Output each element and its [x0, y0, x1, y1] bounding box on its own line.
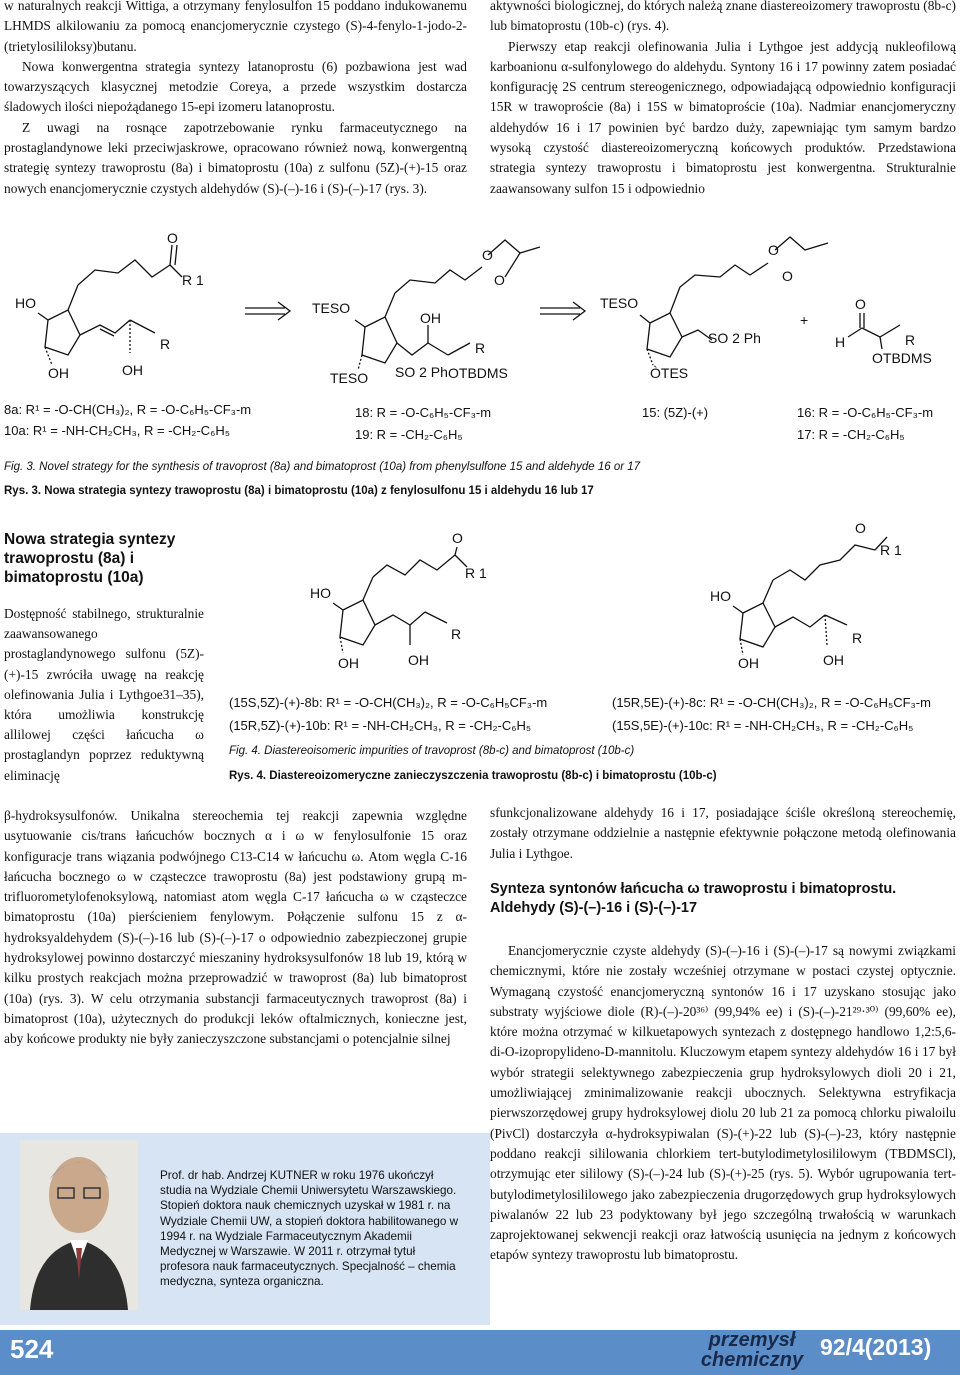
atom-label: HO: [310, 585, 331, 601]
atom-label: R: [451, 626, 462, 642]
atom-label: R 1: [465, 565, 487, 581]
label-16: 16: R = -O-C₆H₅-CF₃-m: [797, 405, 934, 420]
atom-label: R: [475, 340, 486, 356]
atom-label: OH: [338, 655, 359, 671]
atom-label: O: [482, 247, 493, 263]
author-bio-text: Prof. dr hab. Andrzej KUTNER w roku 1976 ukończył studia na Wydziale Chemii Uniwersytetu Warszawskiego. Stopień doktora nauk chemicznych uzyskał w 1981 r. na Wydziale Chemii UW, a stopień doktora habilitowanego w 1994 r. na Wydziale Farmaceutycznym Akademii Medycznej w Warszawie. W 2011 r. otrzymał tytuł profesora nauk farmaceutycznych. Specjalność – chemia medyczna, synteza organiczna.: [160, 1169, 459, 1289]
figure-3-structures: [0, 225, 960, 400]
reaction-arrow: [540, 302, 585, 320]
atom-label: TESO: [600, 295, 639, 311]
paragraph: aktywności biologicznej, do których należą znane diastereoizomery trawoprostu (8b-c) lub bimatoprostu (10b-c) (rys. 4).: [490, 0, 956, 34]
author-photo: [20, 1140, 138, 1310]
atom-label: OH: [122, 362, 143, 378]
figure-3-caption-pl: Rys. 3. Nowa strategia syntezy trawoprostu (8a) i bimatoprostu (10a) z fenylosulfonu 15 i aldehydu 16 lub 17: [4, 485, 594, 497]
label-17: 17: R = -CH₂-C₆H₅: [797, 427, 905, 442]
section-body-text: β-hydroksysulfonów. Unikalna stereochemia tej reakcji zapewnia względne usytuowanie cis/trans łańcuchów bocznych α i ω w fenylosulfonie 15 oraz konfiguracje trans wiązania podwójnego C13-C14 w łańcuchu ω. Atom węgla C-16 łańcucha bocznego ω w cząsteczce trawoprostu (8a) jest podstawiony grupą m-trifluorometylofenoksylową, natomiast atom węgla C-17 łańcucha ω w cząsteczce bimatoprostu (10a) pierścieniem fenylowym. Połączenie sulfonu 15 z α-hydroksyaldehydem (S)-(–)-16 lub (S)-(–)-17 o odpowiednio zabezpieczonej grupie hydroksylowej powinno dostarczyć mieszaniny hydroksysulfonów 18 lub 19, którą w kilku prostych reakcjach można przeprowadzić w trawoprost (8a) lub bimatoprost (10a) (rys. 3). W celu otrzymania substancji farmaceutycznych trawoprost (8a) i bimatoprost (10a), użytecznych do produkcji leków oftalmicznych, konieczne jest, aby końcowe produkty nie były zanieczyszczone substancjami o potencjalnie silnej: [4, 808, 467, 1047]
section-narrow-text: Dostępność stabilnego, strukturalnie zaawansowanego prostaglandynowego sulfonu (5Z)-(+)-15 zwróciła uwagę na reakcję olefinowania Julia i Lythgoe31–35), która umożliwia konstrukcję allilowej części łańcucha ω prostaglandyn poprzez reduktywną eliminację: [4, 606, 204, 783]
atom-label: O: [452, 530, 463, 546]
right-lower-paragraph: Enancjomerycznie czyste aldehydy (S)-(–)-16 i (S)-(–)-17 są nowymi związkami chemicznymi, które nie zostały wcześniej otrzymane w postaci czystej optycznie. Wymaganą czystość enancjomeryczną syntonów 16 i 17 uzyskano stosując jako substraty wyjściowe diole (R)-(–)-20³⁶⁾ (99,94% ee) i (S)-(–)-21²⁹·³⁰⁾ (99,60% ee), które można otrzymać w kilkuetapowych syntezach z dostępnego handlowo 1,2:5,6-di-O-izopropylideno-D-mannitolu. Kluczowym etapem syntezy aldehydów 16 i 17 był wybór strategii selektywnego zabezpieczenia grup hydroksylowych dioli 20 i 21, umożliwiającej zminimalizowanie reakcji ubocznych. Selektywna estryfikacja pierwszorzędowej grupy hydroksylowej diolu 20 lub 21 za pomocą chlorku piwaloilu (PivCl) dostarczyła α-hydroksypiwalan (S)-(+)-22 lub (S)-(–)-23, który następnie poddano reakcji sililowania chlorkiem tert-butylodimetylosililowym (TBDMSCl), otrzymując eter sililowy (S)-(–)-24 lub (S)-(+)-25 (rys. 5). Wybór ugrupowania tert-butylodimetylosililowego jako zabezpieczenia drugorzędowych grup hydroksylowych piwalanów 22 lub 23 podyktowany był jego szczególną trwałością w warunkach zaprojektowanej sekwencji reakcji oraz łatwością usunięcia na jednym z końcowych etapów syntezy trawoprostu lub bimatoprostu.: [490, 943, 956, 1263]
atom-label: O: [768, 242, 779, 258]
label-10a: 10a: R¹ = -NH-CH₂CH₃, R = -CH₂-C₆H₅: [4, 423, 230, 438]
label-18: 18: R = -O-C₆H₅-CF₃-m: [355, 405, 492, 420]
subsection-heading: Synteza syntonów łańcucha ω trawoprostu i bimatoprostu. Aldehydy (S)-(–)-16 i (S)-(–)-17: [490, 881, 897, 916]
atom-label: HO: [710, 588, 731, 604]
atom-label: ÒTES: [650, 365, 689, 381]
footer-band: [0, 1330, 960, 1375]
label-19: 19: R = -CH₂-C₆H₅: [355, 427, 463, 442]
atom-label: TESO: [330, 370, 369, 386]
atom-label: OH: [823, 652, 844, 668]
figure-3-caption-en: Fig. 3. Novel strategy for the synthesis of travoprost (8a) and bimatoprost (10a) from phenylsulfone 15 and aldehyde 16 or 17: [4, 461, 641, 473]
atom-label: R: [905, 332, 916, 348]
structure-8b-10b: [310, 530, 487, 671]
atom-label: O: [782, 268, 793, 284]
label-10c: (15S,5E)-(+)-10c: R¹ = -NH-CH₂CH₃, R = -CH₂-C₆H₅: [612, 718, 914, 733]
atom-label: O: [855, 296, 866, 312]
section-title: Nowa strategia syntezy trawoprostu (8a) i bimatoprostu (10a): [4, 531, 176, 586]
journal-logo: przemysł chemiczny: [700, 1329, 804, 1371]
issue-number: 92/4(2013): [820, 1334, 932, 1360]
paragraph: w naturalnych reakcji Wittiga, a otrzymany fenylosulfon 15 poddano indukowanemu LHMDS alkilowaniu za pomocą enancjomerycznie czystego (S)-4-fenylo-1-jodo-2-(trietylosililoksy)butanu.: [4, 0, 467, 54]
atom-label: OTBDMS: [448, 365, 508, 381]
paragraph: Pierwszy etap reakcji olefinowania Julia i Lythgoe jest addycją nukleofilową karboanionu α-sulfonylowego do aldehydu. Syntony 16 i 17 powinny zatem posiadać konfigurację 2S centrum stereogenicznego, odpowiadającą odpowiednio konfiguracji 15R w trawoproście (8a) i 15S w bimatoproście (10a). Nadmiar enancjomeryczny aldehydów 16 i 17 powinien być bardzo duży, zapewniając tym samym bardzo wysoką czystość diastereoizomeryczną końcowych produktów. Przedstawiona strategia syntezy trawoprostu i bimatoprostu jest konwergentna. Strukturalnie zaawansowany sulfon 15 i odpowiednio: [490, 38, 956, 196]
label-8b: (15S,5Z)-(+)-8b: R¹ = -O-CH(CH₃)₂, R = -O-C₆H₅CF₃-m: [229, 695, 548, 710]
figure-4-structures: [215, 515, 960, 690]
atom-label: O: [494, 272, 505, 288]
atom-label: HO: [15, 295, 36, 311]
plus-sign: +: [800, 312, 809, 328]
structure-16-17: [835, 296, 932, 366]
atom-label: OH: [738, 655, 759, 671]
paragraph: Nowa konwergentna strategia syntezy latanoprostu (6) pozbawiona jest wad towarzyszących klasycznej metodzie Coreya, a przede wszystkim dostarcza śladowych ilości niepożądanego 15-epi izomeru latanoprostu.: [4, 58, 467, 115]
atom-label: O: [855, 520, 866, 536]
reaction-arrow: [245, 302, 290, 320]
paragraph: Z uwagi na rosnące zapotrzebowanie rynku farmaceutycznego na prostaglandynowe leki przeciwjaskrowe, opracowano również nową, konwergentną strategię syntezy trawoprostu (8a) i bimatoprostu (10a) z sulfonu (5Z)-(+)-15 oraz nowych enancjomerycznie czystych aldehydów (S)-(–)-16 i (S)-(–)-17 (rys. 3).: [4, 119, 467, 196]
label-8a: 8a: R¹ = -O-CH(CH₃)₂, R = -O-C₆H₅-CF₃-m: [4, 402, 252, 417]
page-number: 524: [10, 1334, 54, 1364]
label-15: 15: (5Z)-(+): [642, 405, 709, 420]
atom-label: R: [160, 336, 171, 352]
atom-label: OH: [420, 310, 441, 326]
label-10b: (15R,5Z)-(+)-10b: R¹ = -NH-CH₂CH₃, R = -CH₂-C₆H₅: [229, 718, 532, 733]
label-8c: (15R,5E)-(+)-8c: R¹ = -O-CH(CH₃)₂, R = -O-C₆H₅CF₃-m: [612, 695, 931, 710]
atom-label: SO 2 Ph: [708, 330, 761, 346]
atom-label: H: [835, 334, 846, 350]
top-left-column: [4, 0, 467, 199]
atom-label: R: [852, 630, 863, 646]
top-right-column: [490, 0, 956, 199]
structure-8a-10a: [15, 230, 204, 381]
figure-4-caption-en: Fig. 4. Diastereoisomeric impurities of travoprost (8b-c) and bimatoprost (10b-c): [229, 745, 635, 757]
structure-18-19: [312, 240, 540, 386]
structure-8c-10c: [710, 520, 902, 671]
atom-label: SO 2 Ph: [395, 364, 448, 380]
atom-label: O: [167, 230, 178, 246]
atom-label: R 1: [182, 272, 204, 288]
atom-label: OH: [48, 365, 69, 381]
structure-15: [600, 237, 828, 381]
atom-label: OH: [408, 652, 429, 668]
atom-label: TESO: [312, 300, 351, 316]
atom-label: OTBDMS: [872, 350, 932, 366]
figure-4-caption-pl: Rys. 4. Diastereoizomeryczne zanieczyszczenia trawoprostu (8b-c) i bimatoprostu (10b-c): [229, 770, 717, 782]
atom-label: R 1: [880, 542, 902, 558]
right-lower-paragraph: sfunkcjonalizowane aldehydy 16 i 17, posiadające ściśle określoną stereochemię, zostały otrzymane oddzielnie a następnie efektywnie połączone metodą olefinowania Julia i Lythgoe.: [490, 805, 956, 861]
